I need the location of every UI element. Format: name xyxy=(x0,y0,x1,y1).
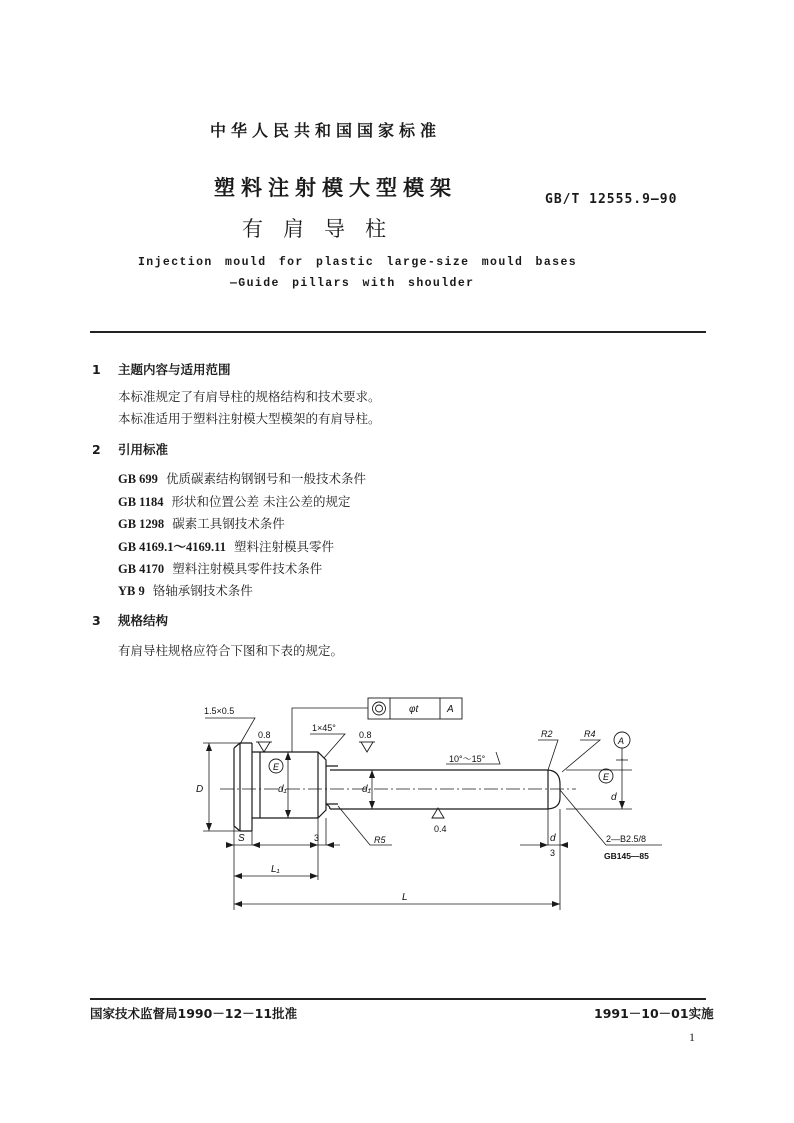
dim-L1-label: L₁ xyxy=(271,864,280,875)
dim-d1-shank-label: d₁ xyxy=(362,784,371,795)
roughness-symbol xyxy=(258,742,270,752)
dim-S-label: S xyxy=(238,833,245,844)
dim-D-label: D xyxy=(196,784,204,795)
document-title-line1: 塑料注射模大型模架 xyxy=(214,176,457,200)
dim-d1-label: d₁ xyxy=(278,784,287,795)
roughness-bottom-label: 0.4 xyxy=(434,824,447,834)
section-title: 引用标准 xyxy=(118,442,169,457)
reference-title: 优质碳素结构钢钢号和一般技术条件 xyxy=(165,471,366,486)
section-title: 规格结构 xyxy=(118,613,169,628)
dim-d-bottom-label: d xyxy=(550,833,556,844)
issuing-standard-label: 中华人民共和国国家标准 xyxy=(210,121,442,140)
paragraph: 本标准适用于塑料注射模大型模架的有肩导柱。 xyxy=(118,411,381,426)
standard-number: GB/T 12555.9—90 xyxy=(545,192,678,207)
english-title-line1: Injection mould for plastic large-size mould bases xyxy=(138,256,578,269)
chamfer-shoulder-label: 1×45° xyxy=(312,723,336,733)
datum-e-label: E xyxy=(273,762,280,772)
tolerance-datum: A xyxy=(447,704,454,715)
reference-title: 铬轴承钢技术条件 xyxy=(152,583,253,598)
section-number: 2 xyxy=(92,442,101,457)
roughness-shank-label: 0.8 xyxy=(359,730,372,740)
chamfer-head-label: 1.5×0.5 xyxy=(204,706,235,716)
reference-code: GB 4169.1～4169.11 xyxy=(118,540,226,554)
reference-title: 塑料注射模具零件 xyxy=(234,539,335,554)
roughness-head-label: 0.8 xyxy=(258,730,271,740)
footer-divider xyxy=(90,998,706,1000)
reference-code: GB 699 xyxy=(118,472,158,486)
dim-3-label: 3 xyxy=(314,833,320,843)
reference-title: 形状和位置公差 未注公差的规定 xyxy=(171,494,351,509)
head-outline xyxy=(234,743,252,831)
datum-a-label: A xyxy=(618,736,625,746)
reference-title: 塑料注射模具零件技术条件 xyxy=(172,561,323,576)
section-title: 主题内容与适用范围 xyxy=(118,362,231,377)
effective-date: 1991－10－01实施 xyxy=(594,1006,714,1021)
radius-r2-label: R2 xyxy=(541,729,553,739)
datum-e-label: E xyxy=(603,772,610,782)
section-number: 1 xyxy=(92,362,101,377)
paragraph: 本标准规定了有肩导柱的规格结构和技术要求。 xyxy=(118,389,381,404)
page-number: 1 xyxy=(689,1030,695,1044)
dim-L-label: L xyxy=(402,892,408,903)
section-number: 3 xyxy=(92,613,101,628)
roughness-symbol xyxy=(361,742,373,752)
dim-d-right-label: d xyxy=(611,792,617,803)
approval-date: 国家技术监督局1990－12－11批准 xyxy=(90,1006,298,1021)
reference-code: GB 1298 xyxy=(118,517,165,531)
document-title-line2: 有肩导柱 xyxy=(242,217,406,241)
english-title-line2: —Guide pillars with shoulder xyxy=(230,277,475,290)
center-hole-label: 2—B2.5/8 xyxy=(606,834,647,844)
reference-code: YB 9 xyxy=(118,584,145,598)
center-hole-standard: GB145—85 xyxy=(604,851,649,861)
reference-title: 碳素工具钢技术条件 xyxy=(172,516,285,531)
angle-label: 10°～15° xyxy=(449,754,486,764)
radius-r4-label: R4 xyxy=(584,729,596,739)
dim-3-label: 3 xyxy=(550,848,556,858)
reference-code: GB 1184 xyxy=(118,495,164,509)
shoulder-outline xyxy=(252,752,326,818)
tolerance-value: φt xyxy=(409,704,419,715)
radius-r5-label: R5 xyxy=(374,835,386,845)
paragraph: 有肩导柱规格应符合下图和下表的规定。 xyxy=(118,643,344,658)
reference-code: GB 4170 xyxy=(118,562,165,576)
